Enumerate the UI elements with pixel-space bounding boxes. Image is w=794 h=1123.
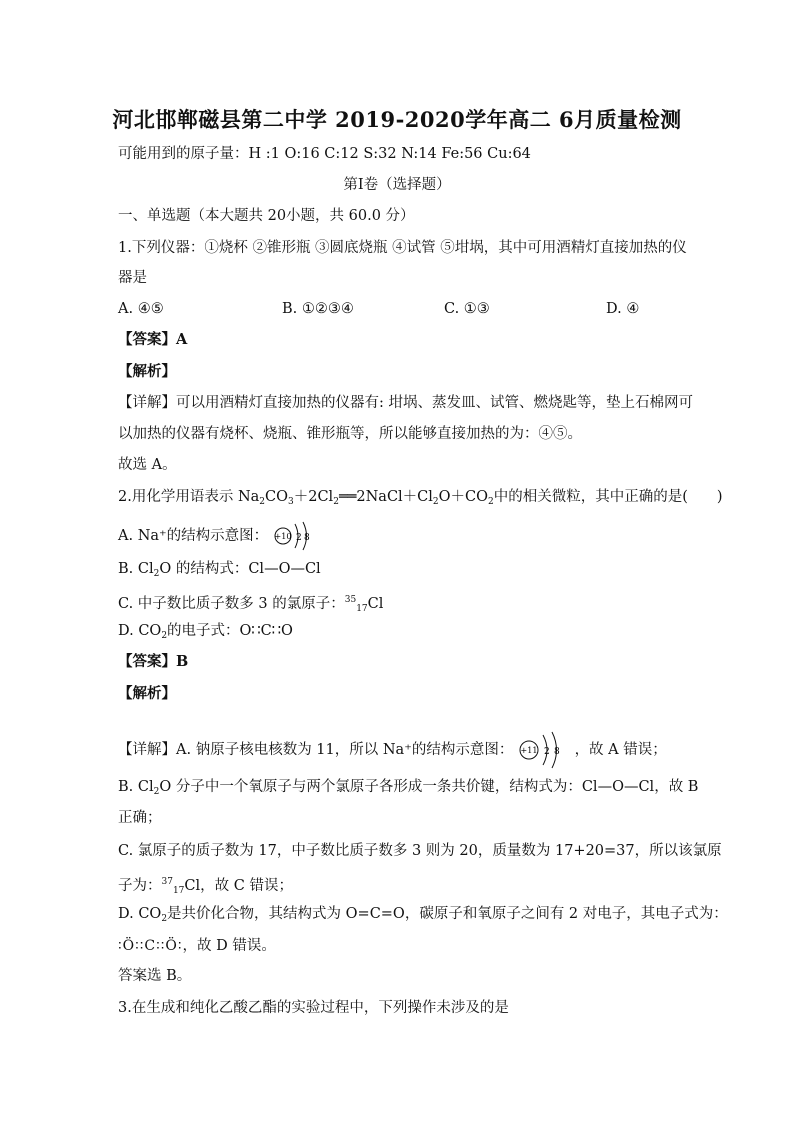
- shell-1-count: 2: [543, 747, 550, 757]
- shell-2-count: 8: [303, 533, 310, 543]
- q1-stem-line2: 器是: [118, 270, 147, 286]
- page-title: 河北邯郸磁县第二中学 2019-2020学年高二 6月质量检测: [112, 107, 682, 132]
- q2-detail-d-line2: ∶Ö∶∶C∶∶Ö∶，故 D 错误。: [118, 938, 276, 954]
- q1-option-a: A. ④⑤: [118, 301, 164, 317]
- q2-option-c: C. 中子数比质子数多 3 的氯原子：$^{35}_{17}$Cl: [118, 595, 384, 614]
- q3-stem: 3.在生成和纯化乙酸乙酯的实验过程中，下列操作未涉及的是: [118, 1000, 509, 1016]
- q1-stem-line1: 1.下列仪器：①烧杯 ②锥形瓶 ③圆底烧瓶 ④试管 ⑤坩埚，其中可用酒精灯直接加热的仪: [118, 240, 687, 256]
- co2-electron-formula: ∶Ö∶∶C∶∶Ö∶: [118, 938, 183, 954]
- q2-option-a: A. Na⁺的结构示意图： +10 2 8: [118, 521, 319, 551]
- q2-option-b: B. $Cl_2O$ 的结构式：Cl—O—Cl: [118, 561, 321, 579]
- shell-2-count: 8: [553, 747, 560, 757]
- nucleus-label: +10: [274, 532, 292, 541]
- q1-detail-line1: 【详解】可以用酒精灯直接加热的仪器有: 坩埚、蒸发皿、试管、燃烧匙等，垫上石棉网可: [118, 395, 693, 411]
- na-ion-structure-diagram-detail: [518, 730, 570, 770]
- q2-detail-d-line1: D. $CO_2$是共价化合物，其结构式为 O=C=O，碳原子和氧原子之间有 2 对电子，其电子式为：: [118, 906, 728, 924]
- q1-option-b: B. ①②③④: [282, 301, 354, 317]
- volume-heading: 第Ⅰ卷（选择题）: [343, 177, 451, 193]
- q1-option-c: C. ①③: [444, 301, 490, 317]
- q1-detail-line2: 以加热的仪器有烧杯、烧瓶、锥形瓶等，所以能够直接加热的为：④⑤。: [118, 426, 582, 442]
- q1-analysis-label: 【解析】: [118, 363, 176, 380]
- q2-conclusion: 答案选 B。: [118, 968, 192, 984]
- q2-detail-b-line1: B. $Cl_2O$ 分子中一个氧原子与两个氯原子各形成一条共价键，结构式为：Cl—O—Cl，故 B: [118, 779, 699, 797]
- q2-detail-b-line2: 正确；: [118, 810, 162, 826]
- q2-stem: 2.用化学用语表示 $Na_2CO_3+2Cl_2══2NaCl+Cl_2O+CO_2$中的相关微粒，其中正确的是( ): [118, 489, 723, 507]
- q2-detail-c-line2: 子为：$^{37}_{17}$Cl，故 C 错误；: [118, 877, 293, 896]
- q2-detail-a: 【详解】A. 钠原子核电核数为 11，所以 Na⁺的结构示意图： +11 2 8 ，故 A 错误；: [118, 730, 667, 770]
- q1-answer: 【答案】A: [118, 331, 188, 348]
- q1-conclusion: 故选 A。: [118, 457, 177, 473]
- atomic-masses: 可能用到的原子量：H :1 O:16 C:12 S:32 N:14 Fe:56 Cu:64: [118, 146, 531, 162]
- q1-option-d: D. ④: [606, 301, 640, 317]
- q2-answer: 【答案】B: [118, 653, 189, 670]
- nucleus-label: +11: [520, 746, 538, 755]
- section-heading: 一、单选题（本大题共 20小题，共 60.0 分）: [118, 208, 415, 224]
- q2-option-d: D. $CO_2$的电子式：O∷C∷O: [118, 623, 293, 641]
- shell-1-count: 2: [295, 533, 302, 543]
- na-ion-structure-diagram: [273, 521, 319, 551]
- q2-detail-c-line1: C. 氯原子的质子数为 17，中子数比质子数多 3 则为 20，质量数为 17+20=37，所以该氯原: [118, 843, 722, 859]
- q2-analysis-label: 【解析】: [118, 685, 176, 702]
